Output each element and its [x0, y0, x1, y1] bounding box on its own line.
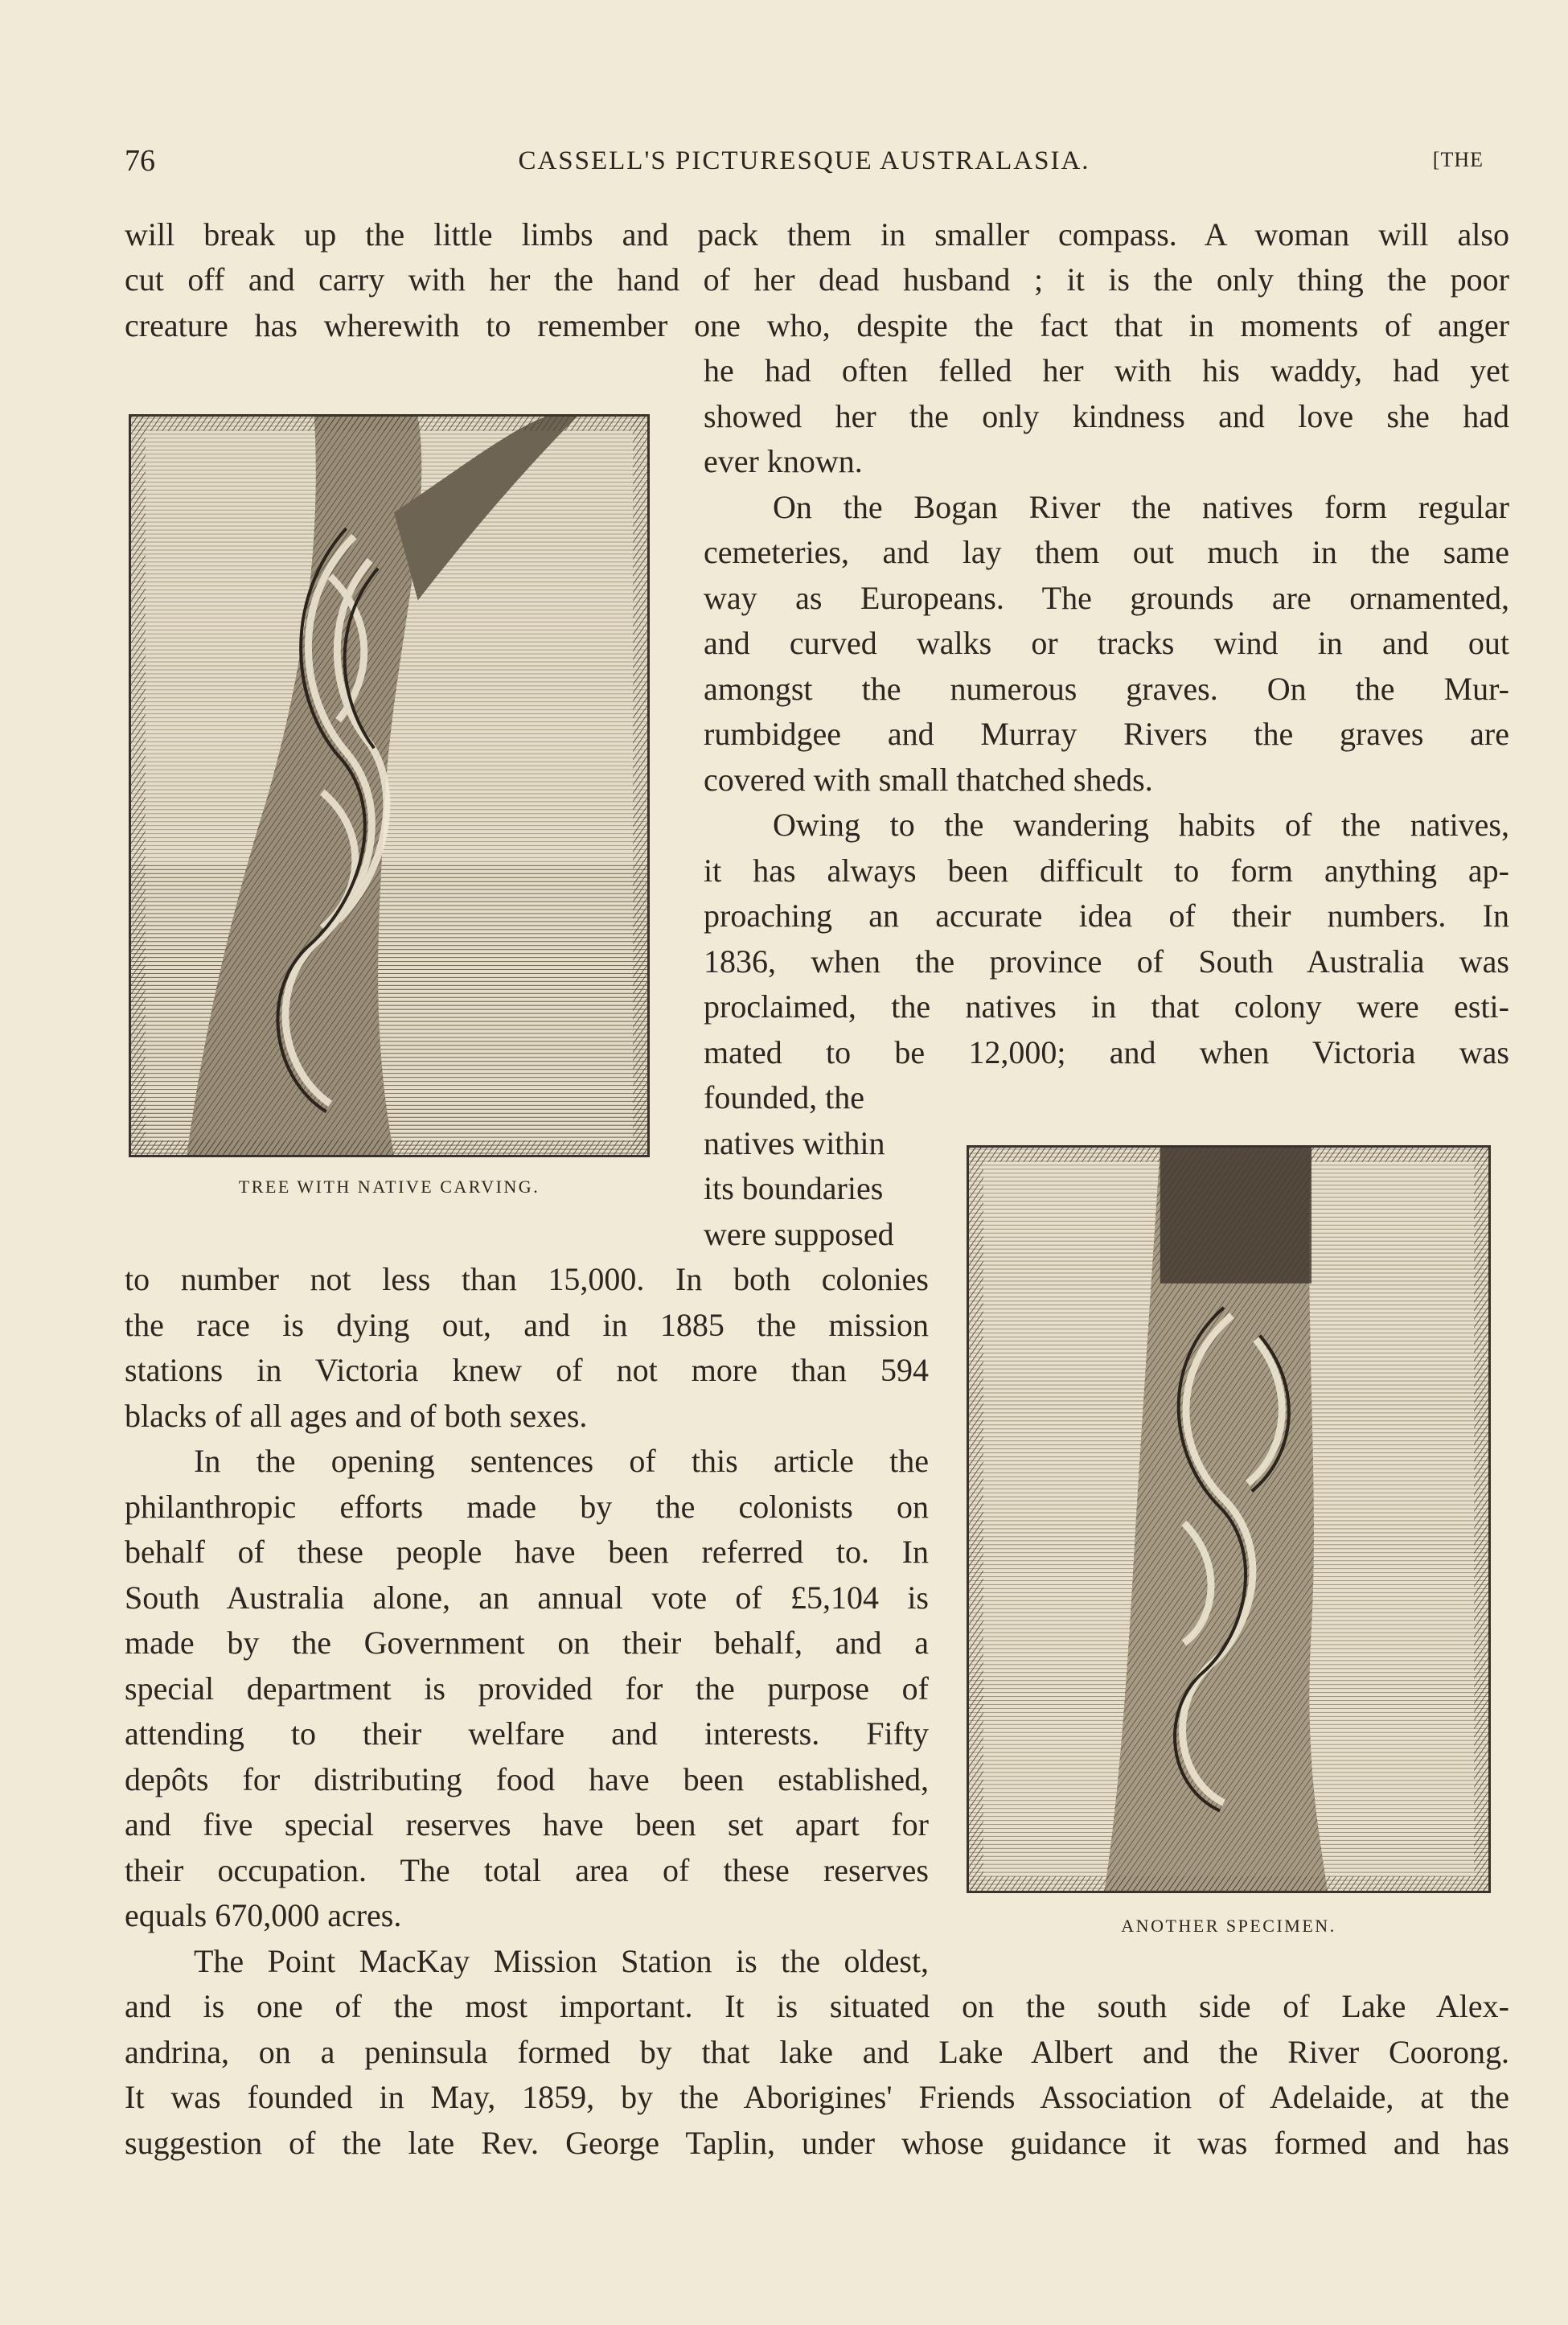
text-line: it has always been difficult to form anything ap-: [704, 852, 1509, 889]
text-line: attending to their welfare and interests. Fifty: [125, 1715, 929, 1752]
text-line: mated to be 12,000; and when Victoria was: [704, 1034, 1509, 1070]
text-line: he had often felled her with his waddy, had yet: [704, 352, 1509, 388]
engraving-tree-native-carving: [129, 414, 650, 1157]
text-line: were supposed: [704, 1216, 894, 1252]
caption-tree-native-carving: TREE WITH NATIVE CARVING.: [238, 1177, 540, 1197]
text-line: The Point MacKay Mission Station is the oldest,: [194, 1943, 929, 1979]
text-line: andrina, on a peninsula formed by that lake and Lake Albert and the River Coorong.: [125, 2034, 1509, 2070]
text-line: special department is provided for the purpose of: [125, 1670, 929, 1707]
text-line: It was founded in May, 1859, by the Aborigines' Friends Association of Adelaide, at the: [125, 2079, 1509, 2115]
text-line: showed her the only kindness and love she had: [704, 398, 1509, 434]
text-line: will break up the little limbs and pack them in smaller compass. A woman will also: [125, 216, 1509, 253]
text-line: made by the Government on their behalf, and a: [125, 1625, 929, 1661]
text-line: suggestion of the late Rev. George Taplin, under whose guidance it was formed and has: [125, 2125, 1509, 2161]
text-line: proaching an accurate idea of their numbers. In: [704, 898, 1509, 934]
text-line: cut off and carry with her the hand of her dead husband ; it is the only thing the poor: [125, 261, 1509, 298]
running-head-right: [THE: [1432, 148, 1484, 171]
text-line: and is one of the most important. It is situated on the south side of Lake Alex-: [125, 1988, 1509, 2024]
text-line: founded, the: [704, 1079, 864, 1115]
text-line: the race is dying out, and in 1885 the mission: [125, 1307, 929, 1343]
text-line: cemeteries, and lay them out much in the same: [704, 534, 1509, 570]
text-line: rumbidgee and Murray Rivers the graves are: [704, 716, 1509, 752]
text-line: South Australia alone, an annual vote of £5,104 is: [125, 1579, 929, 1616]
text-line: their occupation. The total area of these reserves: [125, 1852, 929, 1888]
text-line: and five special reserves have been set apart for: [125, 1806, 929, 1842]
text-line: and curved walks or tracks wind in and out: [704, 625, 1509, 661]
text-line: philanthropic efforts made by the colonists on: [125, 1489, 929, 1525]
text-line: blacks of all ages and of both sexes.: [125, 1398, 588, 1434]
text-line: to number not less than 15,000. In both colonies: [125, 1261, 929, 1297]
text-line: In the opening sentences of this article the: [194, 1443, 929, 1479]
text-line: amongst the numerous graves. On the Mur-: [704, 671, 1509, 707]
caption-another-specimen: ANOTHER SPECIMEN.: [1121, 1916, 1336, 1936]
text-line: Owing to the wandering habits of the natives,: [773, 807, 1509, 843]
figure-tree-native-carving: [129, 414, 650, 1197]
engraving-another-specimen: [967, 1145, 1491, 1893]
text-line: covered with small thatched sheds.: [704, 762, 1153, 798]
text-line: On the Bogan River the natives form regular: [773, 489, 1509, 525]
page-header: [125, 143, 1484, 183]
text-line: equals 670,000 acres.: [125, 1897, 402, 1933]
text-line: its boundaries: [704, 1170, 884, 1206]
text-line: stations in Victoria knew of not more than 594: [125, 1352, 929, 1388]
text-line: proclaimed, the natives in that colony were esti-: [704, 988, 1509, 1025]
running-title: CASSELL'S PICTURESQUE AUSTRALASIA.: [518, 146, 1090, 175]
text-line: 1836, when the province of South Australia was: [704, 943, 1509, 980]
text-line: ever known.: [704, 443, 863, 479]
figure-another-specimen: [967, 1145, 1491, 1936]
text-line: natives within: [704, 1125, 885, 1161]
text-line: way as Europeans. The grounds are ornamented,: [704, 580, 1509, 616]
text-line: depôts for distributing food have been established,: [125, 1761, 929, 1797]
text-line: creature has wherewith to remember one who, despite the fact that in moments of anger: [125, 307, 1509, 343]
text-line: behalf of these people have been referred to. In: [125, 1534, 929, 1570]
page-number: 76: [125, 144, 155, 178]
